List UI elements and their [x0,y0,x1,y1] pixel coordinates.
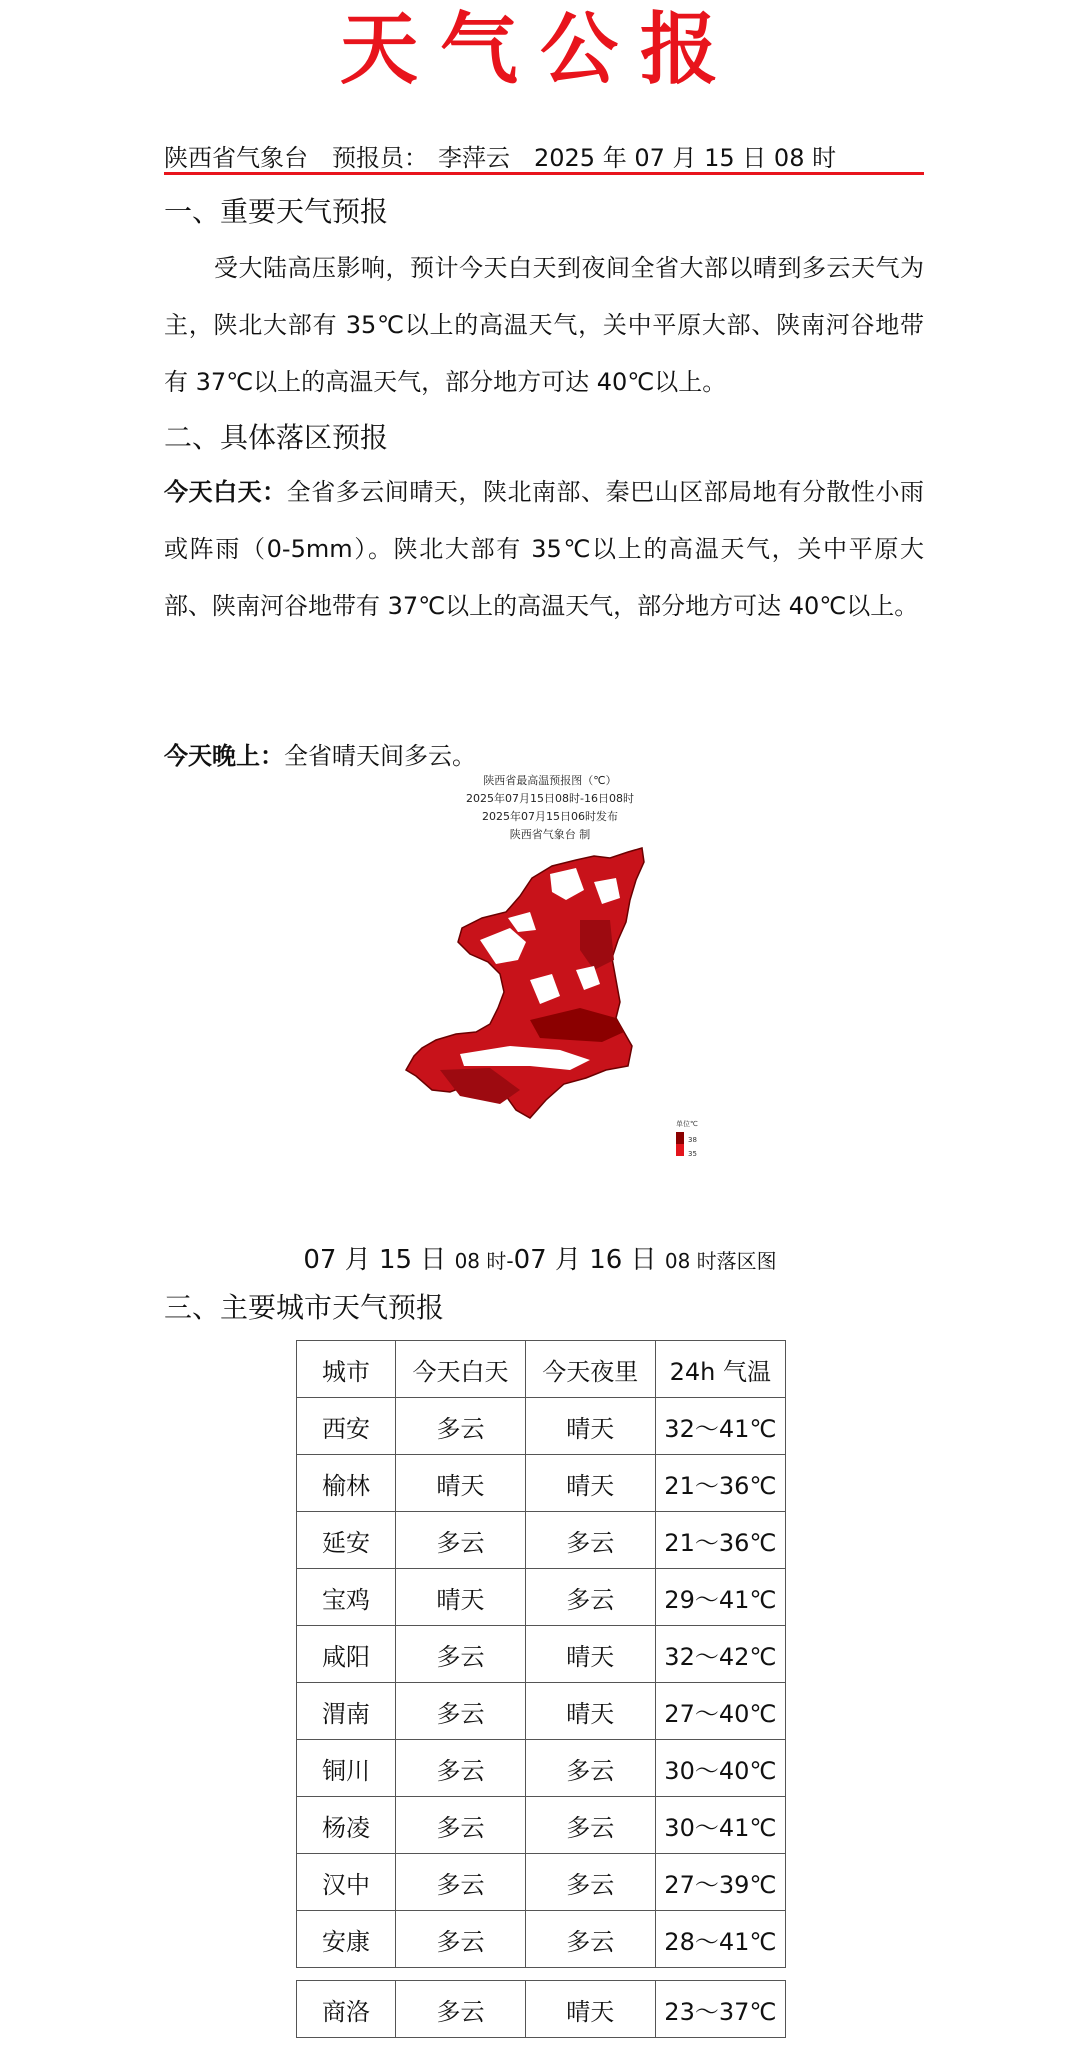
cell-temp: 27～40℃ [655,1683,785,1740]
cell-day: 多云 [396,1797,526,1854]
cell-temp: 21～36℃ [655,1455,785,1512]
table-row [297,1398,786,1455]
cell-temp: 28～41℃ [655,1911,785,1968]
caption-date-1: 07 月 15 日 [303,1245,447,1275]
cell-temp: 27～39℃ [655,1854,785,1911]
cell-temp: 30～41℃ [655,1797,785,1854]
tonight-text: 全省晴天间多云。 [284,742,476,770]
legend-value-38: 38 [688,1136,697,1144]
cell-city: 榆林 [297,1455,396,1512]
forecaster-label: 预报员： [332,144,428,172]
table-row [297,1683,786,1740]
cell-temp: 30～40℃ [655,1740,785,1797]
table-row [297,1626,786,1683]
cell-day: 晴天 [396,1455,526,1512]
cell-temp: 23～37℃ [655,1981,785,2038]
cell-city: 咸阳 [297,1626,396,1683]
cell-night: 晴天 [525,1981,655,2038]
cell-city: 汉中 [297,1854,396,1911]
map-title-line-4: 陕西省气象台 制 [509,828,591,841]
table-gap [297,1968,786,1981]
table-row [297,1911,786,1968]
caption-time-2: 08 时落区图 [664,1249,777,1273]
cell-night: 晴天 [525,1455,655,1512]
tonight-label: 今天晚上： [164,742,284,770]
cell-day: 多云 [396,1911,526,1968]
today-label: 今天白天： [164,478,287,506]
cell-night: 多云 [525,1797,655,1854]
col-header-city: 城市 [297,1341,396,1398]
cell-day: 多云 [396,1626,526,1683]
table-header-row [297,1341,786,1398]
map-title-line-3: 2025年07月15日06时发布 [482,810,618,823]
cell-night: 多云 [525,1911,655,1968]
cell-night: 多云 [525,1569,655,1626]
cell-city: 商洛 [297,1981,396,2038]
issue-time: 2025 年 07 月 15 日 08 时 [534,144,837,172]
cell-temp: 32～42℃ [655,1626,785,1683]
legend-title: 单位℃ [676,1120,698,1128]
cell-city: 延安 [297,1512,396,1569]
cell-night: 晴天 [525,1683,655,1740]
section1-heading: 一、重要天气预报 [164,195,389,228]
caption-time-1: 08 时- [454,1249,514,1273]
issuer-name: 陕西省气象台 [164,144,308,172]
cell-day: 晴天 [396,1569,526,1626]
section2-today [164,464,924,635]
cell-temp: 21～36℃ [655,1512,785,1569]
cell-city: 铜川 [297,1740,396,1797]
page-title: 天气公报 [339,5,740,95]
issuer-line [164,138,924,175]
cell-night: 多云 [525,1512,655,1569]
table-row [297,1854,786,1911]
map-figure [380,770,720,1190]
table-row [297,1740,786,1797]
section3-heading: 三、主要城市天气预报 [164,1291,445,1324]
cell-city: 西安 [297,1398,396,1455]
cell-temp: 29～41℃ [655,1569,785,1626]
cell-night: 晴天 [525,1398,655,1455]
col-header-night: 今天夜里 [525,1341,655,1398]
legend-swatch-38 [676,1132,684,1144]
table-row [297,1797,786,1854]
cell-day: 多云 [396,1398,526,1455]
cell-city: 宝鸡 [297,1569,396,1626]
legend-value-35: 35 [688,1150,697,1158]
section1-body: 受大陆高压影响，预计今天白天到夜间全省大部以晴到多云天气为主，陕北大部有 35℃以上的高温天气，关中平原大部、陕南河谷地带有 37℃以上的高温天气，部分地方可达 40℃以上。 [164,254,924,396]
today-text: 全省多云间晴天，陕北南部、秦巴山区部局地有分散性小雨或阵雨（0-5mm）。陕北大部有 35℃以上的高温天气，关中平原大部、陕南河谷地带有 37℃以上的高温天气，部分地方可达 40℃以上。 [164,478,925,620]
cell-night: 多云 [525,1740,655,1797]
legend-swatch-35 [676,1144,684,1156]
cell-temp: 32～41℃ [655,1398,785,1455]
cell-night: 晴天 [525,1626,655,1683]
city-forecast-table [296,1340,786,2038]
col-header-day: 今天白天 [396,1341,526,1398]
cell-city: 安康 [297,1911,396,1968]
cell-day: 多云 [396,1740,526,1797]
cell-day: 多云 [396,1683,526,1740]
cell-day: 多云 [396,1981,526,2038]
map-title-line-1: 陕西省最高温预报图（℃） [483,774,617,787]
cell-day: 多云 [396,1512,526,1569]
cell-city: 渭南 [297,1683,396,1740]
cell-day: 多云 [396,1854,526,1911]
table-row [297,1569,786,1626]
forecaster-name: 李萍云 [438,144,510,172]
caption-date-2: 07 月 16 日 [513,1245,657,1275]
cell-night: 多云 [525,1854,655,1911]
map-title-line-2: 2025年07月15日08时-16日08时 [466,792,634,805]
table-row [297,1512,786,1569]
temperature-map [380,770,720,1190]
table-row [297,1981,786,2038]
cell-city: 杨凌 [297,1797,396,1854]
col-header-temp: 24h 气温 [655,1341,785,1398]
table-row [297,1455,786,1512]
section2-heading: 二、具体落区预报 [164,421,389,454]
map-caption [0,1240,1080,1281]
